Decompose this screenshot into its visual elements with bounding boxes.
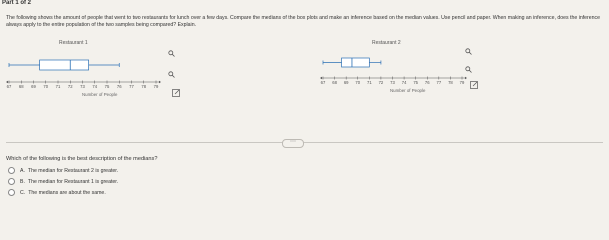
tick-label: 78 [141, 84, 147, 89]
expand-icon[interactable] [470, 76, 478, 84]
tick-label: 73 [390, 80, 395, 85]
axis-arrow-left [6, 81, 8, 84]
option-text: The medians are about the same. [28, 189, 106, 196]
box-plot-graphic [6, 38, 186, 98]
part-indicator: Part 1 of 2 [2, 0, 32, 6]
tick-label: 74 [401, 80, 407, 85]
zoom-out-icon[interactable] [465, 60, 472, 67]
tick-label: 79 [459, 80, 465, 85]
tick-label: 77 [436, 80, 442, 85]
iqr-box [342, 58, 370, 67]
tick-label: 68 [18, 84, 24, 89]
question-prompt: The following shows the amount of people that went to two restaurants for lunch over a few days. Compare the medians of the box plots and make an inference based on the median values. Use pencil and paper. When making an inference, does the inference always apply to the entire population of the two samples being compared? Explain. [6, 15, 601, 29]
zoom-icon[interactable] [465, 42, 472, 49]
sub-question: Which of the following is the best description of the medians? [6, 156, 158, 162]
tick-label: 76 [116, 84, 122, 89]
section-divider [6, 142, 603, 143]
radio-button[interactable] [8, 189, 15, 196]
tick-label: 67 [320, 80, 326, 85]
option-letter: A. [20, 167, 25, 174]
tick-label: 79 [153, 84, 159, 89]
tick-label: 69 [31, 84, 36, 89]
plot-title: Restaurant 2 [372, 40, 401, 46]
tick-label: 72 [378, 80, 384, 85]
box-plot-restaurant-1 [6, 38, 186, 98]
plot-title: Restaurant 1 [59, 40, 88, 46]
iqr-box [40, 60, 89, 70]
tick-label: 78 [448, 80, 453, 85]
zoom-icon[interactable] [168, 44, 175, 51]
option-b[interactable] [8, 178, 118, 185]
expand-icon[interactable] [172, 84, 180, 92]
tick-label: 70 [355, 80, 361, 85]
option-letter: B. [20, 178, 25, 185]
tick-label: 77 [129, 84, 134, 89]
radio-button[interactable] [8, 178, 15, 185]
radio-button[interactable] [8, 167, 15, 174]
tick-label: 75 [413, 80, 419, 85]
option-text: The median for Restaurant 2 is greater. [27, 167, 119, 174]
tick-label: 73 [80, 84, 85, 89]
tick-label: 71 [55, 84, 61, 89]
axis-arrow-right [465, 77, 467, 80]
option-a[interactable] [8, 167, 118, 174]
zoom-out-icon[interactable] [168, 65, 175, 72]
x-axis-label: Number of People [390, 88, 426, 93]
tick-label: 71 [366, 80, 372, 85]
tick-label: 75 [104, 84, 110, 89]
tick-label: 68 [332, 80, 337, 85]
tick-label: 74 [92, 84, 98, 89]
option-letter: C. [20, 189, 26, 196]
tick-label: 69 [343, 80, 349, 85]
option-c[interactable] [8, 189, 106, 196]
x-axis-label: Number of People [82, 92, 118, 97]
axis-arrow-left [320, 77, 322, 80]
expand-more-button[interactable]: ⋯ [282, 139, 304, 148]
axis-arrow-right [159, 81, 161, 84]
option-text: The median for Restaurant 1 is greater. [27, 178, 119, 185]
tick-label: 72 [67, 84, 73, 89]
tick-label: 67 [6, 84, 12, 89]
tick-label: 70 [43, 84, 49, 89]
tick-label: 76 [424, 80, 430, 85]
